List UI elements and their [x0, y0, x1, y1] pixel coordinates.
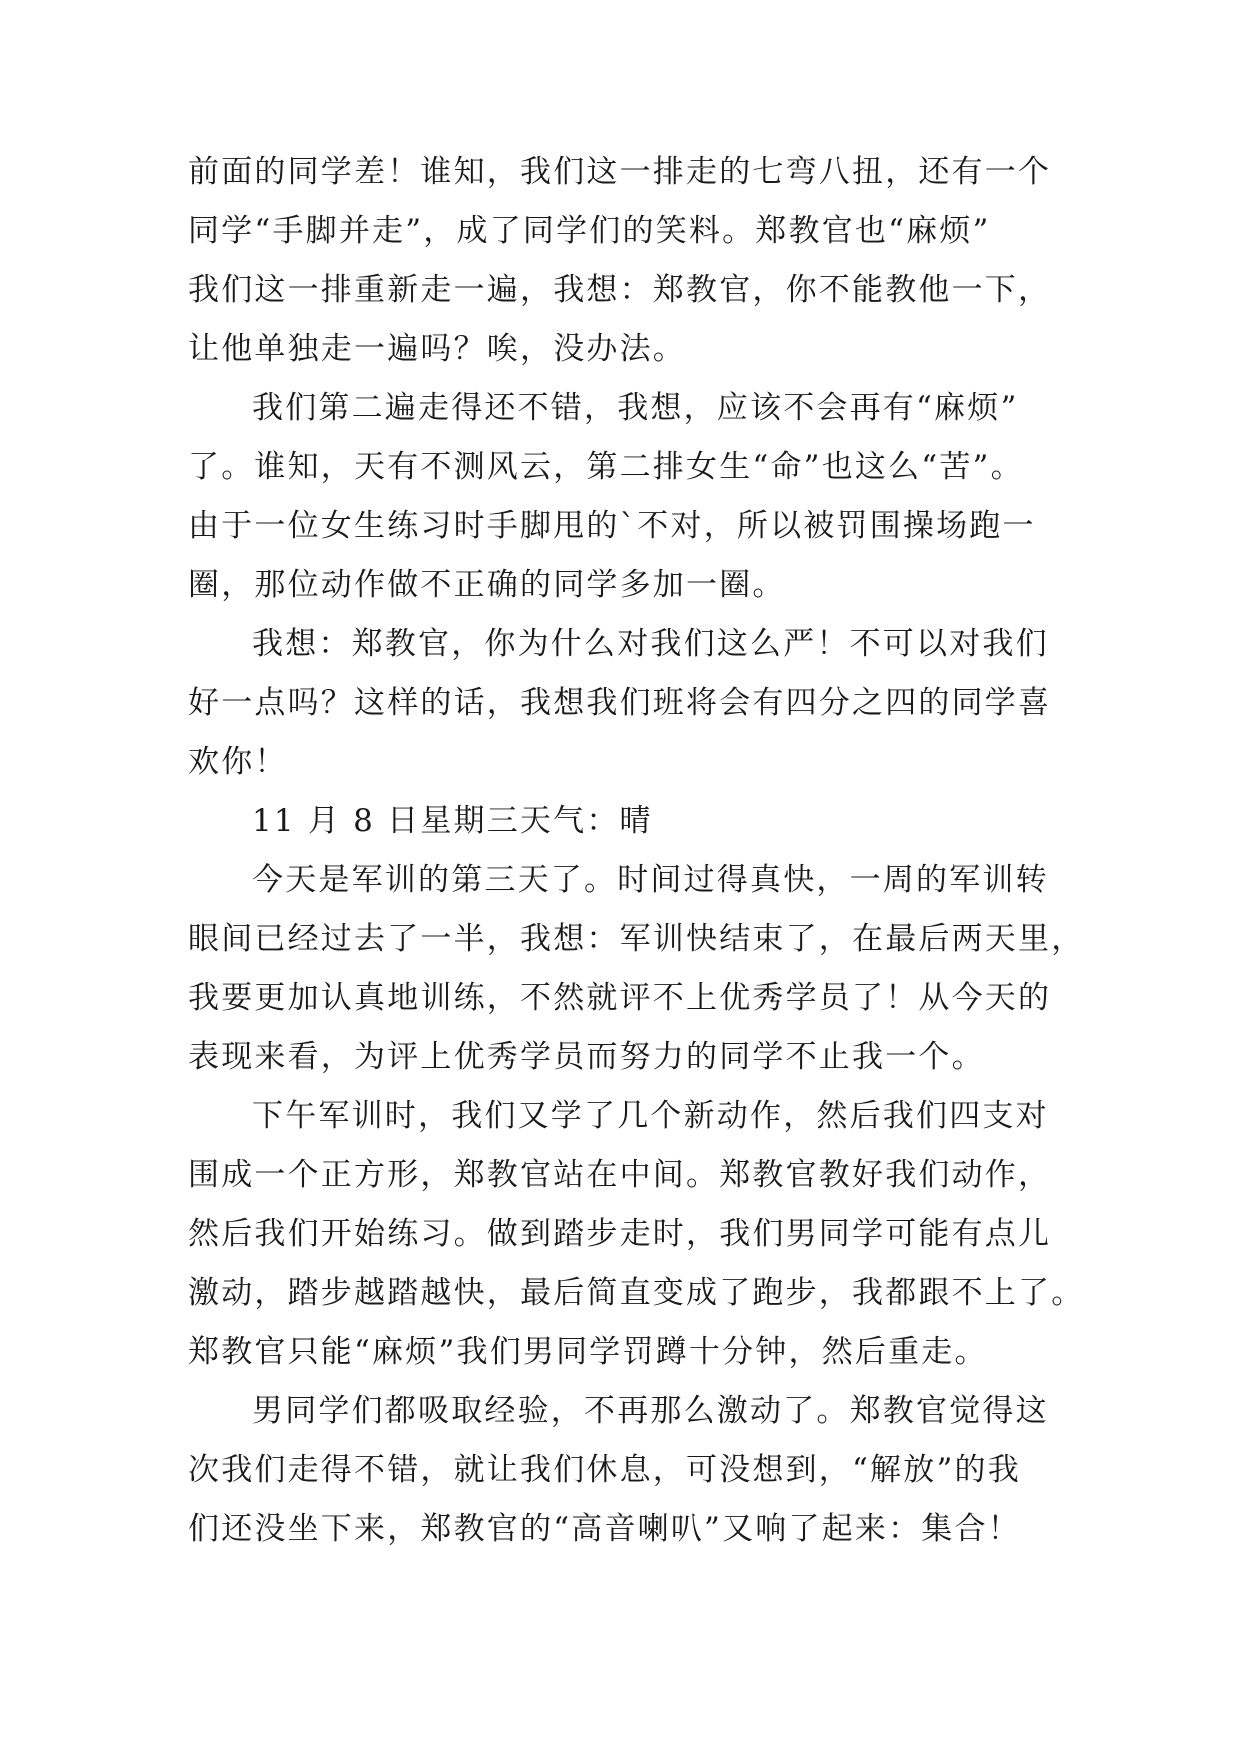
text-line: 我们这一排重新走一遍，我想：郑教官，你不能教他一下，: [188, 272, 1052, 308]
text-line: 好一点吗？这样的话，我想我们班将会有四分之四的同学喜: [188, 685, 1052, 721]
text-line: 我要更加认真地训练，不然就评不上优秀学员了！从今天的: [188, 980, 1052, 1016]
text-line: 圈，那位动作做不正确的同学多加一圈。: [188, 567, 786, 603]
text-line: 前面的同学差！谁知，我们这一排走的七弯八扭，还有一个: [188, 154, 1052, 190]
text-line: 眼间已经过去了一半，我想：军训快结束了，在最后两天里，: [188, 921, 1085, 957]
paragraph-start-line: 我想：郑教官，你为什么对我们这么严！不可以对我们: [252, 626, 1049, 662]
text-line: 郑教官只能“麻烦”我们男同学罚蹲十分钟，然后重走。: [188, 1334, 988, 1370]
text-line: 激动，踏步越踏越快，最后简直变成了跑步，我都跟不上了。: [188, 1275, 1085, 1311]
paragraph-start-line: 我们第二遍走得还不错，我想，应该不会再有“麻烦”: [252, 390, 1019, 426]
text-line: 然后我们开始练习。做到踏步走时，我们男同学可能有点儿: [188, 1216, 1052, 1252]
text-line: 欢你！: [188, 744, 288, 780]
paragraph-start-line: 下午军训时，我们又学了几个新动作，然后我们四支对: [252, 1098, 1049, 1134]
text-line: 们还没坐下来，郑教官的“高音喇叭”又响了起来：集合！: [188, 1511, 1021, 1547]
paragraph-start-line: 男同学们都吸取经验，不再那么激动了。郑教官觉得这: [252, 1393, 1049, 1429]
text-line: 由于一位女生练习时手脚甩的`不对，所以被罚围操场跑一: [188, 508, 1036, 544]
text-line: 次我们走得不错，就让我们休息，可没想到，“解放”的我: [188, 1452, 1021, 1488]
text-line: 了。谁知，天有不测风云，第二排女生“命”也这么“苦”。: [188, 449, 1024, 485]
diary-date-heading: 11 月 8 日星期三天气：晴: [252, 803, 653, 839]
paragraph-start-line: 今天是军训的第三天了。时间过得真快，一周的军训转: [252, 862, 1049, 898]
text-line: 同学“手脚并走”，成了同学们的笑料。郑教官也“麻烦”: [188, 213, 991, 249]
text-line: 让他单独走一遍吗？唉，没办法。: [188, 331, 686, 367]
text-line: 表现来看，为评上优秀学员而努力的同学不止我一个。: [188, 1039, 985, 1075]
text-line: 围成一个正方形，郑教官站在中间。郑教官教好我们动作，: [188, 1157, 1052, 1193]
